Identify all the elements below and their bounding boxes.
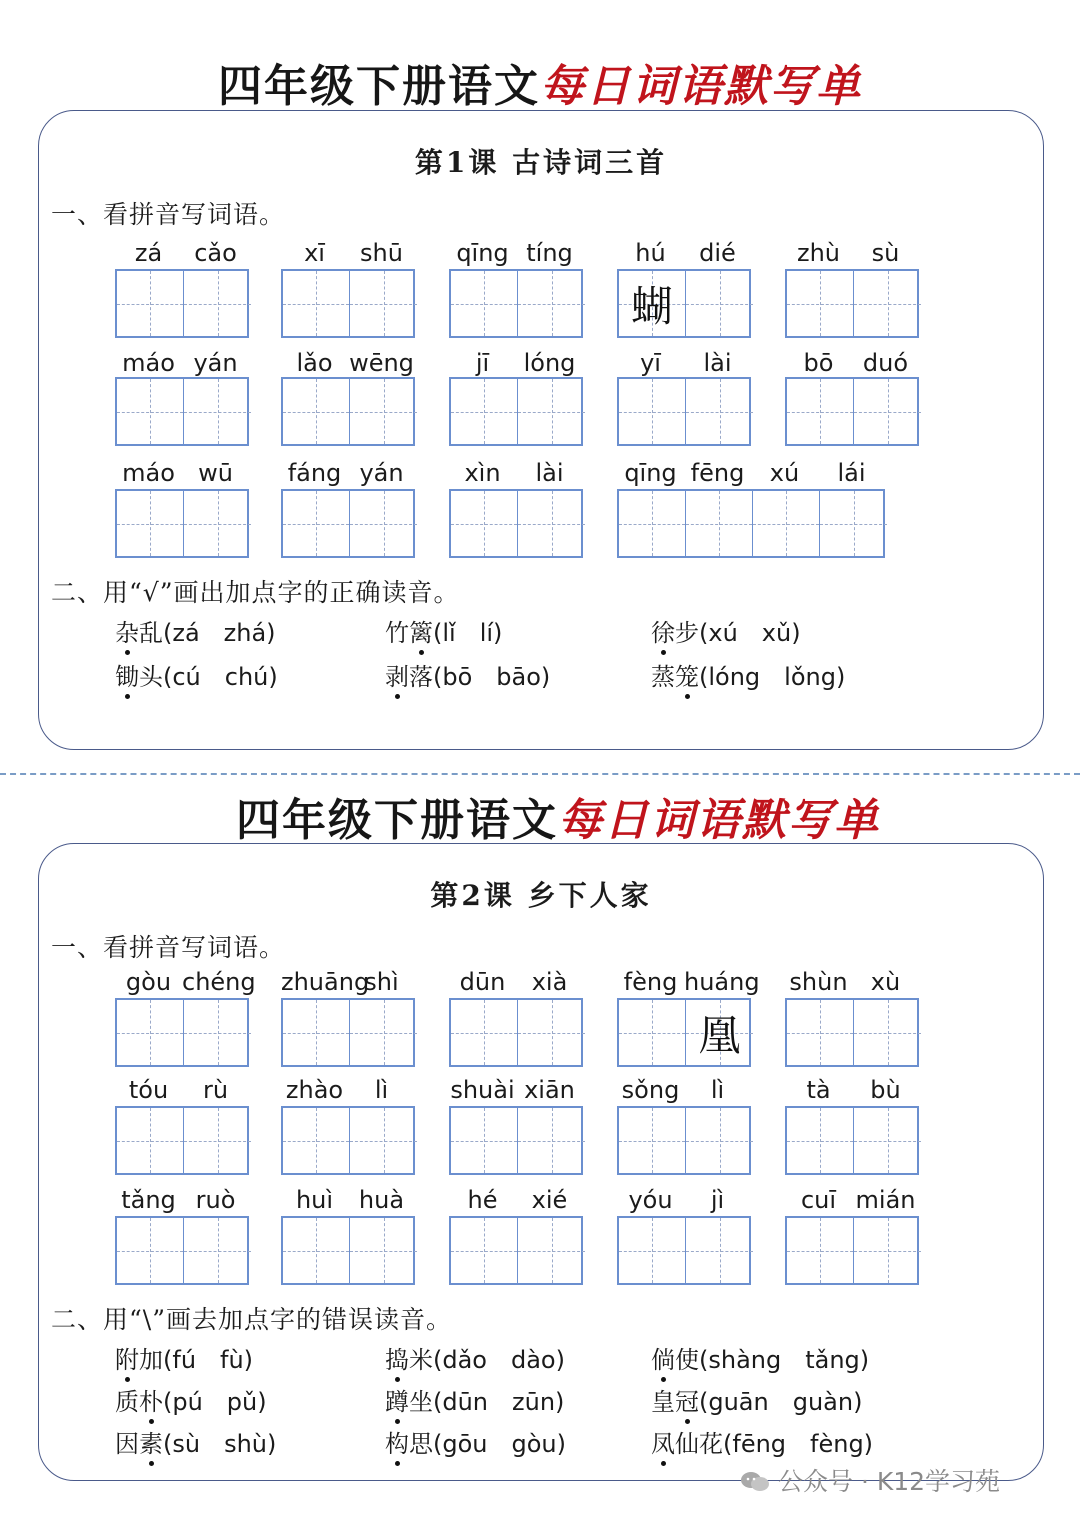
cell-guide-vertical [820, 271, 821, 336]
pinyin-syllable: lài [703, 349, 732, 377]
pinyin-syllable: fèng [623, 968, 678, 996]
cell-guide-vertical [484, 1218, 485, 1283]
pinyin-syllable: xī [304, 239, 325, 267]
cell-guide-vertical [888, 1108, 889, 1173]
tianzige-box[interactable] [617, 489, 885, 558]
tianzige-cell[interactable] [184, 491, 251, 556]
tianzige-cell[interactable] [787, 1218, 854, 1283]
pinyin-syllable: dūn [459, 968, 506, 996]
tianzige-box[interactable] [115, 377, 249, 446]
tianzige-cell[interactable] [518, 1108, 585, 1173]
tianzige-cell[interactable] [787, 1108, 854, 1173]
cut-line-divider [0, 773, 1080, 775]
tianzige-cell[interactable] [451, 379, 518, 444]
word-char: 使 [675, 1346, 699, 1374]
pinyin-syllable: lóng [523, 349, 576, 377]
dotted-char: 徐 [651, 613, 675, 648]
word-char: 步 [675, 619, 699, 647]
pinyin-syllable: huà [358, 1186, 405, 1214]
tianzige-cell[interactable] [518, 1218, 585, 1283]
pinyin-syllable: qīng [456, 239, 509, 267]
cell-guide-vertical [552, 379, 553, 444]
pinyin-syllable: yán [193, 349, 238, 377]
tianzige-box[interactable] [785, 1106, 919, 1175]
cell-guide-vertical [150, 1000, 151, 1065]
cell-guide-vertical [218, 271, 219, 336]
reading-item[interactable] [651, 1424, 873, 1459]
tianzige-box[interactable] [785, 998, 919, 1067]
cell-guide-vertical [384, 271, 385, 336]
worksheet-panel [38, 843, 1044, 1481]
cell-guide-vertical [218, 1218, 219, 1283]
cell-guide-vertical [384, 379, 385, 444]
cell-guide-vertical [720, 1218, 721, 1283]
pinyin-options[interactable]: (fú fù) [163, 1346, 254, 1374]
pinyin-syllable: máo [122, 349, 175, 377]
reading-item[interactable] [115, 1424, 276, 1459]
tianzige-box[interactable] [449, 1106, 583, 1175]
title-highlight: 每日词语默写单 [558, 795, 880, 846]
tianzige-cell[interactable] [184, 1000, 251, 1065]
cell-guide-vertical [720, 271, 721, 336]
pinyin-syllable: xù [870, 968, 901, 996]
tianzige-cell[interactable] [117, 271, 184, 336]
pinyin-syllable: cuī [800, 1186, 837, 1214]
dotted-char: 杂 [115, 613, 139, 648]
tianzige-box[interactable] [115, 489, 249, 558]
tianzige-cell[interactable] [283, 1108, 350, 1173]
pinyin-syllable: dié [699, 239, 736, 267]
reading-item[interactable] [115, 657, 278, 692]
pinyin-syllable: lái [837, 459, 866, 487]
cell-guide-vertical [150, 271, 151, 336]
cell-guide-vertical [652, 1000, 653, 1065]
reading-item[interactable] [651, 613, 801, 648]
tianzige-cell[interactable] [619, 271, 686, 336]
tianzige-box[interactable] [785, 1216, 919, 1285]
tianzige-cell[interactable] [350, 491, 417, 556]
tianzige-cell[interactable] [184, 1108, 251, 1173]
tianzige-cell[interactable] [753, 491, 820, 556]
pinyin-syllable: yán [359, 459, 404, 487]
reading-item[interactable] [115, 613, 276, 648]
tianzige-cell[interactable] [686, 491, 753, 556]
word-char: 皇 [651, 1388, 675, 1416]
pinyin-options[interactable]: (pú pǔ) [163, 1388, 267, 1416]
lesson-title: 第2课 乡下人家 [430, 879, 652, 912]
cell-guide-vertical [384, 1108, 385, 1173]
pinyin-syllable: qīng [624, 459, 677, 487]
tianzige-box[interactable] [115, 1106, 249, 1175]
cell-guide-vertical [888, 1000, 889, 1065]
tianzige-cell[interactable] [117, 491, 184, 556]
word-char: 乱 [139, 619, 163, 647]
pinyin-syllable: hé [467, 1186, 498, 1214]
tianzige-box[interactable] [281, 377, 415, 446]
pinyin-syllable: huáng [684, 968, 760, 996]
reading-item[interactable] [385, 657, 550, 692]
section-1-heading: 一、看拼音写词语。 [51, 933, 286, 962]
dotted-char: 冠 [675, 1382, 699, 1417]
pinyin-options[interactable]: (gōu gòu) [433, 1430, 566, 1458]
cell-guide-vertical [384, 1000, 385, 1065]
tianzige-cell[interactable] [283, 1218, 350, 1283]
pinyin-syllable: xià [531, 968, 568, 996]
tianzige-cell[interactable] [686, 379, 753, 444]
tianzige-cell[interactable] [787, 379, 854, 444]
cell-guide-vertical [820, 1000, 821, 1065]
cell-guide-vertical [552, 271, 553, 336]
pinyin-options[interactable]: (xú xǔ) [699, 619, 801, 647]
cell-guide-vertical [316, 491, 317, 556]
pinyin-syllable: zá [134, 239, 163, 267]
tianzige-cell[interactable] [117, 1218, 184, 1283]
pinyin-syllable: bù [870, 1076, 901, 1104]
pinyin-syllable: zhù [796, 239, 841, 267]
reading-item[interactable] [385, 613, 502, 648]
tianzige-cell[interactable] [518, 491, 585, 556]
cell-guide-vertical [552, 1108, 553, 1173]
dotted-char: 倘 [651, 1340, 675, 1375]
cell-guide-vertical [652, 379, 653, 444]
cell-guide-vertical [552, 1218, 553, 1283]
tianzige-box[interactable] [449, 269, 583, 338]
cell-guide-vertical [316, 1218, 317, 1283]
tianzige-cell[interactable] [350, 1108, 417, 1173]
pinyin-options[interactable]: (cú chú) [163, 663, 278, 691]
pinyin-syllable: cǎo [194, 239, 237, 267]
tianzige-box[interactable] [617, 269, 751, 338]
reading-item[interactable] [651, 1382, 862, 1417]
pinyin-options[interactable]: (dūn zūn) [433, 1388, 565, 1416]
cell-guide-vertical [316, 379, 317, 444]
lesson-title: 第1课 古诗词三首 [414, 146, 668, 179]
tianzige-cell[interactable] [686, 271, 753, 336]
cell-guide-vertical [484, 271, 485, 336]
tianzige-cell[interactable] [184, 379, 251, 444]
tianzige-box[interactable] [449, 377, 583, 446]
cell-guide-vertical [719, 491, 720, 556]
word-char: 质 [115, 1388, 139, 1416]
tianzige-box[interactable] [785, 269, 919, 338]
reading-item[interactable] [385, 1424, 566, 1459]
tianzige-box[interactable] [281, 1106, 415, 1175]
tianzige-cell[interactable] [854, 1108, 921, 1173]
tianzige-cell[interactable] [184, 271, 251, 336]
pinyin-options[interactable]: (lóng lǒng) [699, 663, 846, 691]
cell-guide-vertical [888, 1218, 889, 1283]
pinyin-syllable: yī [640, 349, 661, 377]
tianzige-cell[interactable] [283, 1000, 350, 1065]
pinyin-syllable: shì [364, 968, 399, 996]
tianzige-cell[interactable] [350, 379, 417, 444]
section-2-heading: 二、用“√”画出加点字的正确读音。 [51, 578, 460, 607]
pinyin-syllable: fēng [690, 459, 745, 487]
pinyin-syllable: lǎo [296, 349, 333, 377]
dotted-char: 朴 [139, 1382, 163, 1417]
reading-item[interactable] [115, 1340, 253, 1375]
tianzige-box[interactable] [449, 998, 583, 1067]
cell-guide-vertical [888, 379, 889, 444]
cell-guide-vertical [150, 1218, 151, 1283]
dotted-char: 蹲 [385, 1382, 409, 1417]
cell-guide-vertical [552, 491, 553, 556]
section-2-heading: 二、用“\”画去加点字的错误读音。 [51, 1305, 452, 1334]
pinyin-syllable: chéng [182, 968, 256, 996]
pinyin-syllable: bō [803, 349, 834, 377]
section-1-heading: 一、看拼音写词语。 [51, 200, 286, 229]
reading-item[interactable] [115, 1382, 267, 1417]
worksheet-lesson-2 [0, 776, 1080, 1526]
pinyin-options[interactable]: (zá zhá) [163, 619, 276, 647]
pinyin-syllable: tóu [128, 1076, 169, 1104]
tianzige-cell[interactable] [283, 271, 350, 336]
tianzige-cell[interactable] [787, 1000, 854, 1065]
pinyin-syllable: gòu [125, 968, 172, 996]
worksheet-panel [38, 110, 1044, 750]
tianzige-box[interactable] [115, 269, 249, 338]
wechat-icon [740, 1471, 770, 1493]
tianzige-cell[interactable] [854, 1000, 921, 1065]
cell-guide-vertical [786, 491, 787, 556]
pinyin-syllable: duó [862, 349, 909, 377]
tianzige-cell[interactable] [686, 1108, 753, 1173]
cell-guide-vertical [652, 1218, 653, 1283]
dotted-char: 凤 [651, 1424, 675, 1459]
cell-guide-vertical [720, 1108, 721, 1173]
pinyin-syllable: sǒng [621, 1076, 680, 1104]
cell-guide-vertical [854, 491, 855, 556]
tianzige-box[interactable] [617, 1216, 751, 1285]
tianzige-box[interactable] [115, 1216, 249, 1285]
cell-guide-vertical [820, 1108, 821, 1173]
tianzige-cell[interactable] [518, 1000, 585, 1065]
watermark-text: 公众号 · K12学习苑 [778, 1467, 1001, 1496]
pinyin-syllable: wū [198, 459, 233, 487]
title-highlight: 每日词语默写单 [540, 61, 862, 112]
tianzige-cell[interactable] [350, 1000, 417, 1065]
tianzige-cell[interactable] [283, 491, 350, 556]
pinyin-options[interactable]: (lǐ lí) [433, 619, 503, 647]
sheet-title [18, 784, 1080, 844]
cell-guide-vertical [552, 1000, 553, 1065]
tianzige-cell[interactable] [820, 491, 887, 556]
cell-guide-vertical [218, 1108, 219, 1173]
tianzige-cell[interactable] [283, 379, 350, 444]
tianzige-cell[interactable] [619, 1000, 686, 1065]
pinyin-options[interactable]: (bō bāo) [433, 663, 551, 691]
pinyin-options[interactable]: (sù shù) [163, 1430, 277, 1458]
tianzige-cell[interactable] [184, 1218, 251, 1283]
pinyin-syllable: lì [374, 1076, 389, 1104]
tianzige-cell[interactable] [518, 271, 585, 336]
pinyin-syllable: xú [769, 459, 800, 487]
cell-guide-vertical [316, 1000, 317, 1065]
cell-guide-vertical [652, 1108, 653, 1173]
pinyin-syllable: rù [202, 1076, 229, 1104]
cell-guide-vertical [820, 379, 821, 444]
tianzige-cell[interactable] [619, 1108, 686, 1173]
pinyin-syllable: hú [635, 239, 666, 267]
tianzige-cell[interactable] [787, 271, 854, 336]
reading-item[interactable] [385, 1382, 564, 1417]
dotted-char: 捣 [385, 1340, 409, 1375]
word-char: 头 [139, 663, 163, 691]
pinyin-syllable: wēng [349, 349, 414, 377]
pinyin-syllable: jī [475, 349, 490, 377]
pinyin-syllable: shùn [789, 968, 848, 996]
word-char: 坐 [409, 1388, 433, 1416]
tianzige-box[interactable] [115, 998, 249, 1067]
tianzige-cell[interactable] [350, 1218, 417, 1283]
pinyin-syllable: tà [806, 1076, 831, 1104]
tianzige-cell[interactable] [117, 1108, 184, 1173]
tianzige-cell[interactable] [854, 379, 921, 444]
pinyin-options[interactable]: (guān guàn) [699, 1388, 863, 1416]
tianzige-cell[interactable] [619, 379, 686, 444]
tianzige-cell[interactable] [619, 1218, 686, 1283]
tianzige-box[interactable] [617, 998, 751, 1067]
tianzige-cell[interactable] [451, 1108, 518, 1173]
pinyin-syllable: lài [535, 459, 564, 487]
cell-guide-vertical [484, 379, 485, 444]
pinyin-syllable: fáng [287, 459, 342, 487]
pinyin-syllable: huì [295, 1186, 334, 1214]
pinyin-syllable: sù [871, 239, 900, 267]
cell-guide-vertical [150, 379, 151, 444]
tianzige-cell[interactable] [854, 1218, 921, 1283]
tianzige-box[interactable] [449, 489, 583, 558]
cell-guide-vertical [484, 491, 485, 556]
cell-guide-vertical [150, 1108, 151, 1173]
word-char: 蒸 [651, 663, 675, 691]
cell-guide-vertical [384, 491, 385, 556]
cell-guide-vertical [316, 1108, 317, 1173]
pinyin-syllable: lì [710, 1076, 725, 1104]
cell-guide-vertical [218, 1000, 219, 1065]
word-char: 加 [139, 1346, 163, 1374]
pinyin-syllable: tíng [526, 239, 573, 267]
cell-guide-vertical [218, 491, 219, 556]
cell-guide-vertical [384, 1218, 385, 1283]
tianzige-box[interactable] [281, 269, 415, 338]
word-char: 因 [115, 1430, 139, 1458]
word-char: 竹 [385, 619, 409, 647]
cell-guide-vertical [316, 271, 317, 336]
reading-item[interactable] [651, 657, 845, 692]
pinyin-syllable: shuài [450, 1076, 515, 1104]
cell-guide-vertical [820, 1218, 821, 1283]
pinyin-syllable: jì [710, 1186, 725, 1214]
tianzige-box[interactable] [617, 377, 751, 446]
cell-guide-vertical [484, 1000, 485, 1065]
tianzige-cell[interactable] [619, 491, 686, 556]
pinyin-syllable: xìn [464, 459, 501, 487]
tianzige-cell[interactable] [451, 1218, 518, 1283]
tianzige-cell[interactable] [117, 379, 184, 444]
pinyin-syllable: xiān [524, 1076, 575, 1104]
tianzige-cell[interactable] [451, 491, 518, 556]
reading-item[interactable] [651, 1340, 869, 1375]
sample-character: 蝴 [630, 281, 673, 331]
reading-item[interactable] [385, 1340, 565, 1375]
tianzige-cell[interactable] [451, 271, 518, 336]
dotted-char: 笼 [675, 657, 699, 692]
pinyin-syllable: máo [122, 459, 175, 487]
tianzige-box[interactable] [281, 489, 415, 558]
pinyin-options[interactable]: (dǎo dào) [433, 1346, 565, 1374]
tianzige-box[interactable] [785, 377, 919, 446]
word-char: 思 [409, 1430, 433, 1458]
dotted-char: 篱 [409, 613, 433, 648]
cell-guide-vertical [218, 379, 219, 444]
tianzige-cell[interactable] [350, 271, 417, 336]
tianzige-cell[interactable] [686, 1000, 753, 1065]
pinyin-syllable: tǎng [121, 1186, 176, 1214]
tianzige-box[interactable] [449, 1216, 583, 1285]
pinyin-syllable: mián [855, 1186, 916, 1214]
cell-guide-vertical [720, 379, 721, 444]
tianzige-cell[interactable] [518, 379, 585, 444]
tianzige-cell[interactable] [854, 271, 921, 336]
tianzige-box[interactable] [281, 998, 415, 1067]
dotted-char: 素 [139, 1424, 163, 1459]
dotted-char: 剥 [385, 657, 409, 692]
dotted-char: 附 [115, 1340, 139, 1375]
title-main: 四年级下册语文 [236, 795, 558, 846]
pinyin-syllable: zhào [285, 1076, 344, 1104]
pinyin-syllable: xié [531, 1186, 568, 1214]
word-char: 米 [409, 1346, 433, 1374]
pinyin-options[interactable]: (fēng fèng) [723, 1430, 874, 1458]
pinyin-syllable: zhuāng [281, 968, 370, 996]
sample-character: 凰 [698, 1010, 741, 1060]
tianzige-box[interactable] [281, 1216, 415, 1285]
title-main: 四年级下册语文 [218, 61, 540, 112]
cell-guide-vertical [888, 271, 889, 336]
tianzige-cell[interactable] [451, 1000, 518, 1065]
pinyin-syllable: yóu [628, 1186, 673, 1214]
cell-guide-vertical [652, 491, 653, 556]
pinyin-syllable: ruò [195, 1186, 236, 1214]
tianzige-cell[interactable] [117, 1000, 184, 1065]
pinyin-syllable: shū [360, 239, 403, 267]
sheet-title [0, 50, 1080, 110]
dotted-char: 构 [385, 1424, 409, 1459]
cell-guide-vertical [484, 1108, 485, 1173]
word-char: 仙花 [675, 1430, 723, 1458]
tianzige-box[interactable] [617, 1106, 751, 1175]
word-char: 落 [409, 663, 433, 691]
dotted-char: 锄 [115, 657, 139, 692]
cell-guide-vertical [150, 491, 151, 556]
pinyin-options[interactable]: (shàng tǎng) [699, 1346, 870, 1374]
tianzige-cell[interactable] [686, 1218, 753, 1283]
watermark [740, 1462, 1000, 1498]
